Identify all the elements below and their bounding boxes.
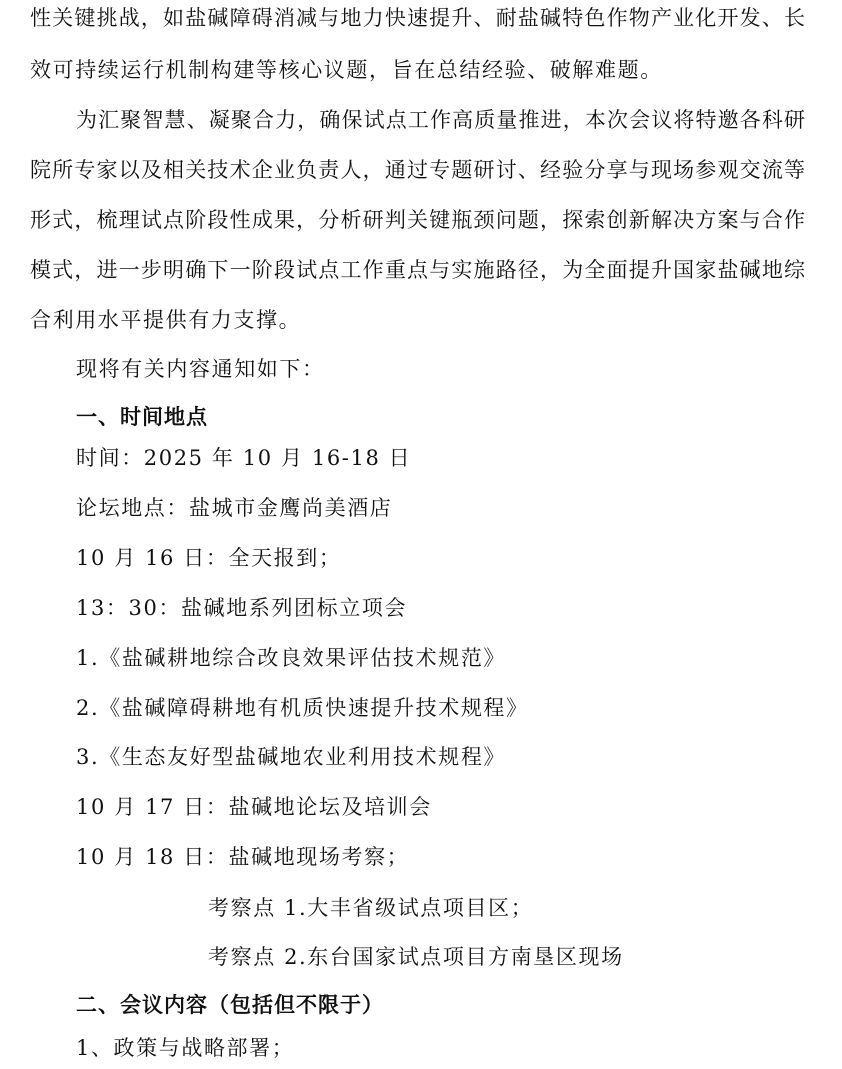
inspection-site: 考察点 1.大丰省级试点项目区； xyxy=(208,896,534,920)
meeting-time: 时间：2025 年 10 月 16-18 日 xyxy=(76,446,412,470)
content-item: 1、政策与战略部署； xyxy=(76,1036,295,1060)
notice-intro: 现将有关内容通知如下： xyxy=(76,357,325,381)
paragraph-line: 合利用水平提供有力支撑。 xyxy=(30,308,302,332)
paragraph-line: 院所专家以及相关技术企业负责人，通过专题研讨、经验分享与现场参观交流等 xyxy=(30,158,805,182)
paragraph-line: 效可持续运行机制构建等核心议题，旨在总结经验、破解难题。 xyxy=(30,58,663,82)
section-heading-content: 二、会议内容（包括但不限于） xyxy=(76,993,384,1017)
standard-item: 3.《生态友好型盐碱地农业利用技术规程》 xyxy=(76,745,507,769)
schedule-session: 13：30：盐碱地系列团标立项会 xyxy=(76,596,408,620)
paragraph-line: 性关键挑战，如盐碱障碍消减与地力快速提升、耐盐碱特色作物产业化开发、长 xyxy=(30,6,805,30)
paragraph-line: 模式，进一步明确下一阶段试点工作重点与实施路径，为全面提升国家盐碱地综 xyxy=(30,258,805,282)
paragraph-line: 为汇聚智慧、凝聚合力，确保试点工作高质量推进，本次会议将特邀各科研 xyxy=(76,108,805,132)
schedule-day16: 10 月 16 日：全天报到； xyxy=(76,546,342,570)
schedule-day17: 10 月 17 日：盐碱地论坛及培训会 xyxy=(76,795,432,819)
standard-item: 1.《盐碱耕地综合改良效果评估技术规范》 xyxy=(76,646,507,670)
standard-item: 2.《盐碱障碍耕地有机质快速提升技术规程》 xyxy=(76,696,529,720)
meeting-venue: 论坛地点：盐城市金鹰尚美酒店 xyxy=(76,496,393,520)
schedule-day18: 10 月 18 日：盐碱地现场考察； xyxy=(76,845,410,869)
inspection-site: 考察点 2.东台国家试点项目方南垦区现场 xyxy=(208,945,624,969)
section-heading-time-venue: 一、时间地点 xyxy=(76,405,208,429)
paragraph-line: 形式，梳理试点阶段性成果，分析研判关键瓶颈问题，探索创新解决方案与合作 xyxy=(30,208,805,232)
